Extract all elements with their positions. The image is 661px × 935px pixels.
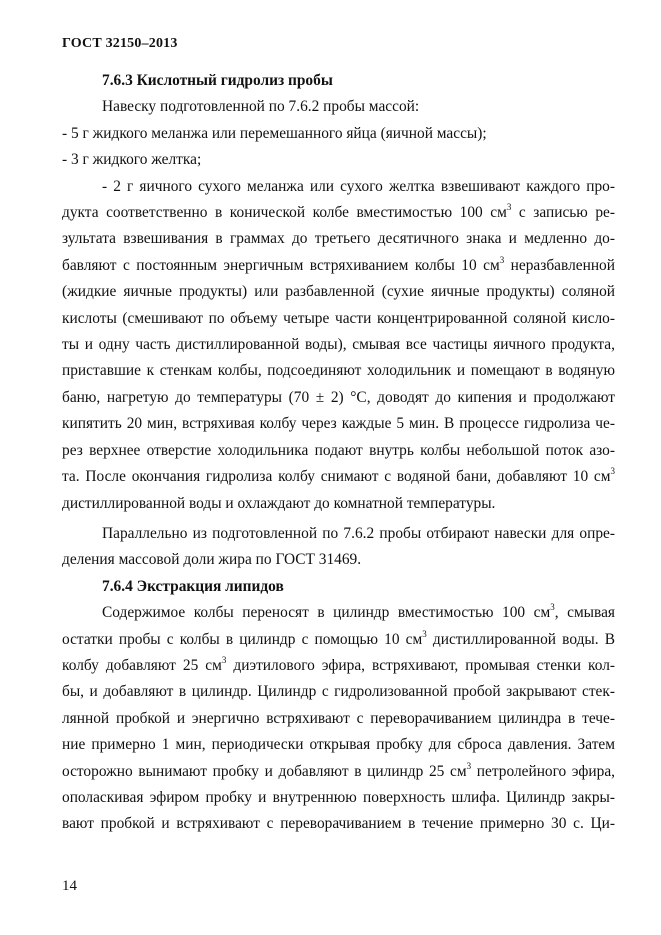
text-line: остатки пробы с колбы в цилиндр с помощью 10 $см^3$ дистиллированной воды. В [62, 628, 615, 648]
superscript: 3 [550, 602, 555, 613]
page-content [62, 68, 615, 838]
text-line: - 2 г яичного сухого меланжа или сухого желтка взвешивают каждого про- [102, 177, 615, 195]
superscript: 3 [499, 254, 505, 265]
text-line: ние примерно 1 мин, периодически открывая пробку для сброса давления. Затем [62, 736, 615, 754]
text-line: лянной пробкой и энергично встряхивают с переворачиванием цилиндра в тече- [62, 709, 615, 727]
text-line: приставшие к стенкам колбы, подсоединяют холодильник и помещают в водяную [62, 362, 615, 380]
text-line: деления массовой доли жира по ГОСТ 31469. [62, 551, 362, 569]
section-763-heading: 7.6.3 Кислотный гидролиз пробы [102, 72, 333, 89]
text-line: ополаскивая эфиром пробку и внутреннюю поверхность шлифа. Цилиндр закры- [62, 788, 615, 806]
text-line: Навеску подготовленной по 7.6.2 пробы массой: [102, 98, 420, 116]
text-line: та. После окончания гидролиза колбу снимают с водяной бани, добавляют 10 $см^3$ [62, 466, 615, 486]
section-764-heading: 7.6.4 Экстракция липидов [102, 577, 284, 595]
text-line: - 3 г жидкого желтка; [62, 151, 202, 169]
superscript: 3 [221, 654, 227, 665]
text-line: зультата взвешивания в граммах до третьего десятичного знака и медленно до- [62, 230, 615, 248]
text-line: - 5 г жидкого меланжа или перемешанного яйца (яичной массы); [62, 124, 487, 142]
superscript: 3 [422, 628, 427, 639]
text-line: дукта соответственно в конической колбе вместимостью 100 $см^3$ с записью ре- [62, 202, 615, 222]
text-line: бы, и добавляют в цилиндр. Цилиндр с гидролизованной пробой закрывают стек- [62, 683, 615, 701]
text-line: рез верхнее отверстие холодильника подают внутрь колбы небольшой поток азо- [62, 441, 615, 459]
text-line: кипятить 20 мин, встряхивая колбу через каждые 5 мин. В процессе гидролиза че- [62, 415, 615, 433]
text-line: осторожно вынимают пробку и добавляют в цилиндр 25 $см^3$ петролейного эфира, [62, 760, 616, 780]
text-line: баню, нагретую до температуры (70 ± 2) °С, доводят до кипения и продолжают [62, 388, 615, 406]
text-line: вают пробкой и встряхивают с переворачиванием в течение примерно 30 с. Ци- [62, 815, 615, 833]
text-line: колбу добавляют 25 $см^3$ диэтилового эфира, встряхивают, промывая стенки кол- [62, 654, 616, 674]
superscript: 3 [466, 760, 472, 771]
superscript: 3 [610, 466, 615, 477]
text-line: кислоты (смешивают по объему четыре части концентрированной соляной кисло- [62, 309, 615, 327]
text-line: дистиллированной воды и охлаждают до комнатной температуры. [62, 494, 496, 512]
text-line: Параллельно из подготовленной по 7.6.2 пробы отбирают навески для опре- [102, 524, 615, 542]
text-line: Содержимое колбы переносят в цилиндр вместимостью 100 $см^3$, смывая [102, 602, 615, 622]
text-line: ты и одну часть дистиллированной воды), смывая все частицы яичного продукта, [62, 336, 615, 354]
document-header: ГОСТ 32150–2013 [62, 36, 178, 51]
superscript: 3 [506, 202, 512, 213]
page-number: 14 [62, 878, 77, 894]
text-line: бавляют с постоянным энергичным встряхиванием колбы 10 $см^3$ неразбавленной [62, 254, 615, 274]
text-line: (жидкие яичные продукты) или разбавленной (сухие яичные продукты) соляной [62, 283, 615, 301]
